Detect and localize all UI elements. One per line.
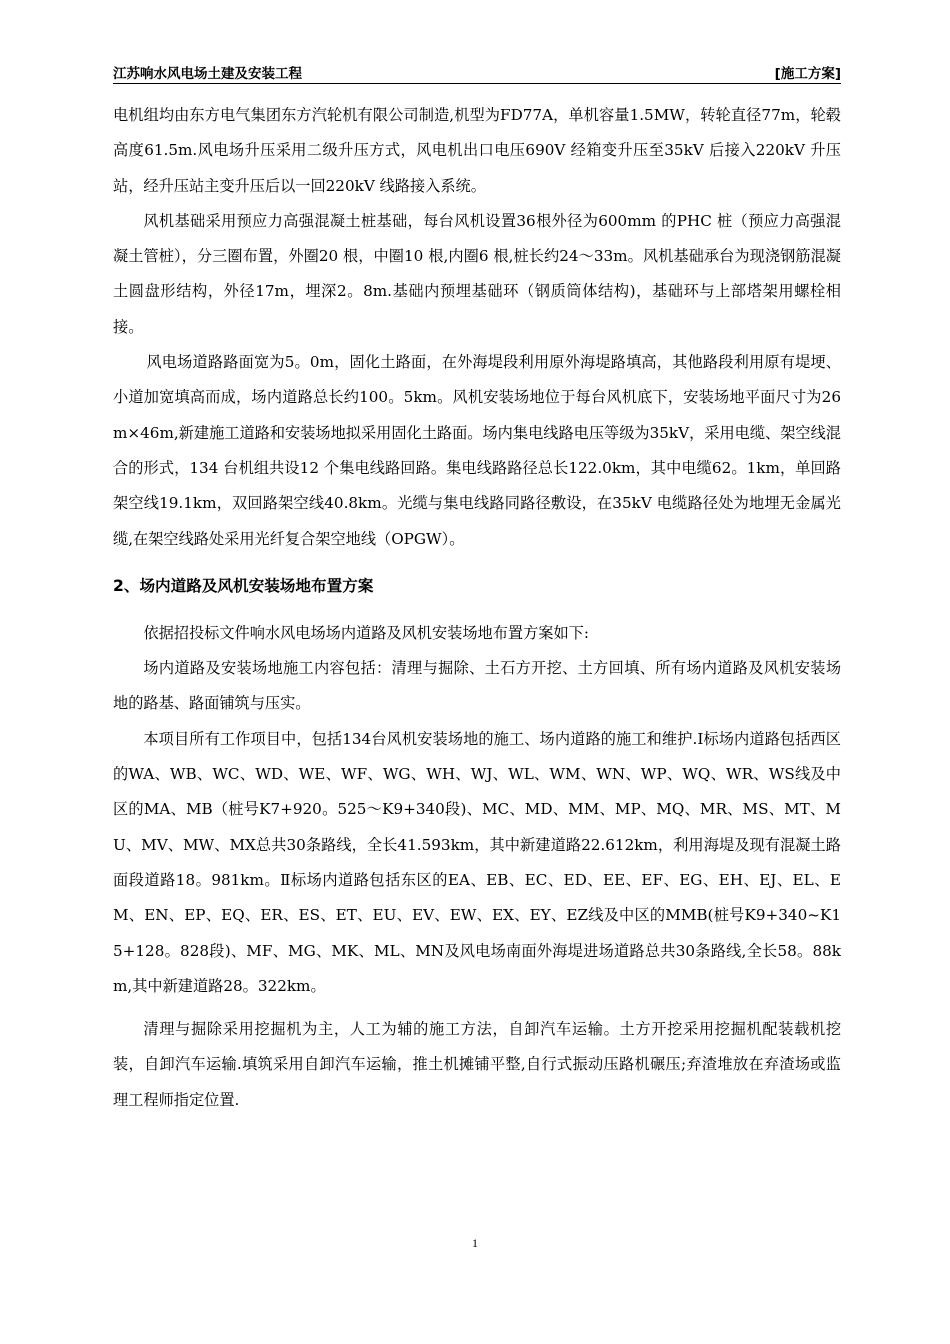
- header-divider: [113, 83, 841, 84]
- page-body: [113, 98, 841, 1118]
- page-number: 1: [472, 1236, 478, 1250]
- paragraph-construction-scope: 场内道路及安装场地施工内容包括：清理与掘除、土石方开挖、土方回填、所有场内道路及风机安装场地的路基、路面铺筑与压实。: [113, 659, 841, 713]
- header-document-type: [施工方案]: [774, 66, 841, 82]
- paragraph-foundation: 风机基础采用预应力高强混凝土桩基础，每台风机设置36根外径为600mm 的PHC 桩（预应力高强混凝土管桩），分三圈布置，外圈20 根，中圈10 根,内圈6 根,桩长约24～33m。风机基础承台为现浇钢筋混凝土圆盘形结构，外径17m，埋深2。8m.基础内预埋基础环（钢质筒体结构)，基础环与上部塔架用螺栓相接。: [113, 211, 841, 336]
- paragraph-roads-overview: 风电场道路路面宽为5。0m，固化土路面，在外海堤段利用原外海堤路填高，其他路段利用原有堤埂、小道加宽填高而成，场内道路总长约100。5km。风机安装场地位于每台风机底下，安装场地平面尺寸为26m×46m,新建施工道路和安装场地拟采用固化土路面。场内集电线路电压等级为35kV，采用电缆、架空线混合的形式，134 台机组共设12 个集电线路回路。集电线路路径总长122.0km，其中电缆62。1km，单回路架空线19.1km，双回路架空线40.8km。光缆与集电线路同路径敷设，在35kV 电缆路径处为地埋无金属光缆,在架空线路处采用光纤复合架空地线（OPGW）。: [113, 353, 841, 548]
- header-project-title: 江苏响水风电场土建及安装工程: [113, 66, 302, 82]
- paragraph-turbine-intro: 电机组均由东方电气集团东方汽轮机有限公司制造,机型为FD77A，单机容量1.5MW，转轮直径77m，轮毂高度61.5m.风电场升压采用二级升压方式，风电机出口电压690V 经箱变升压至35kV 后接入220kV 升压站，经升压站主变升压后以一回220kV 线路接入系统。: [113, 106, 841, 195]
- section-heading: 2、场内道路及风机安装场地布置方案: [113, 576, 374, 595]
- paragraph-road-list: 本项目所有工作项目中，包括134台风机安装场地的施工、场内道路的施工和维护.I标场内道路包括西区的WA、WB、WC、WD、WE、WF、WG、WH、WJ、WL、WM、WN、WP、WQ、WR、WS线及中区的MA、MB（桩号K7+920。525～K9+340段)、MC、MD、MM、MP、MQ、MR、MS、MT、MU、MV、MW、MX总共30条路线，全长41.593km，其中新建道路22.612km，利用海堤及现有混凝土路面段道路18。981km。Ⅱ标场内道路包括东区的EA、EB、EC、ED、EE、EF、EG、EH、EJ、EL、EM、EN、EP、EQ、ER、ES、ET、EU、EV、EW、EX、EY、EZ线及中区的MMB(桩号K9+340~K15+128。828段)、MF、MG、MK、ML、MN及风电场南面外海堤进场道路总共30条路线,全长58。88km,其中新建道路28。322km。: [113, 729, 841, 995]
- paragraph-methods: 清理与掘除采用挖掘机为主，人工为辅的施工方法，自卸汽车运输。土方开挖采用挖掘机配装载机挖装，自卸汽车运输.填筑采用自卸汽车运输，推土机摊铺平整,自行式振动压路机碾压;弃渣堆放在弃渣场或监理工程师指定位置.: [113, 1020, 841, 1109]
- page-header: [113, 60, 841, 82]
- paragraph-plan-intro: 依据招投标文件响水风电场场内道路及风机安装场地布置方案如下:: [143, 623, 589, 642]
